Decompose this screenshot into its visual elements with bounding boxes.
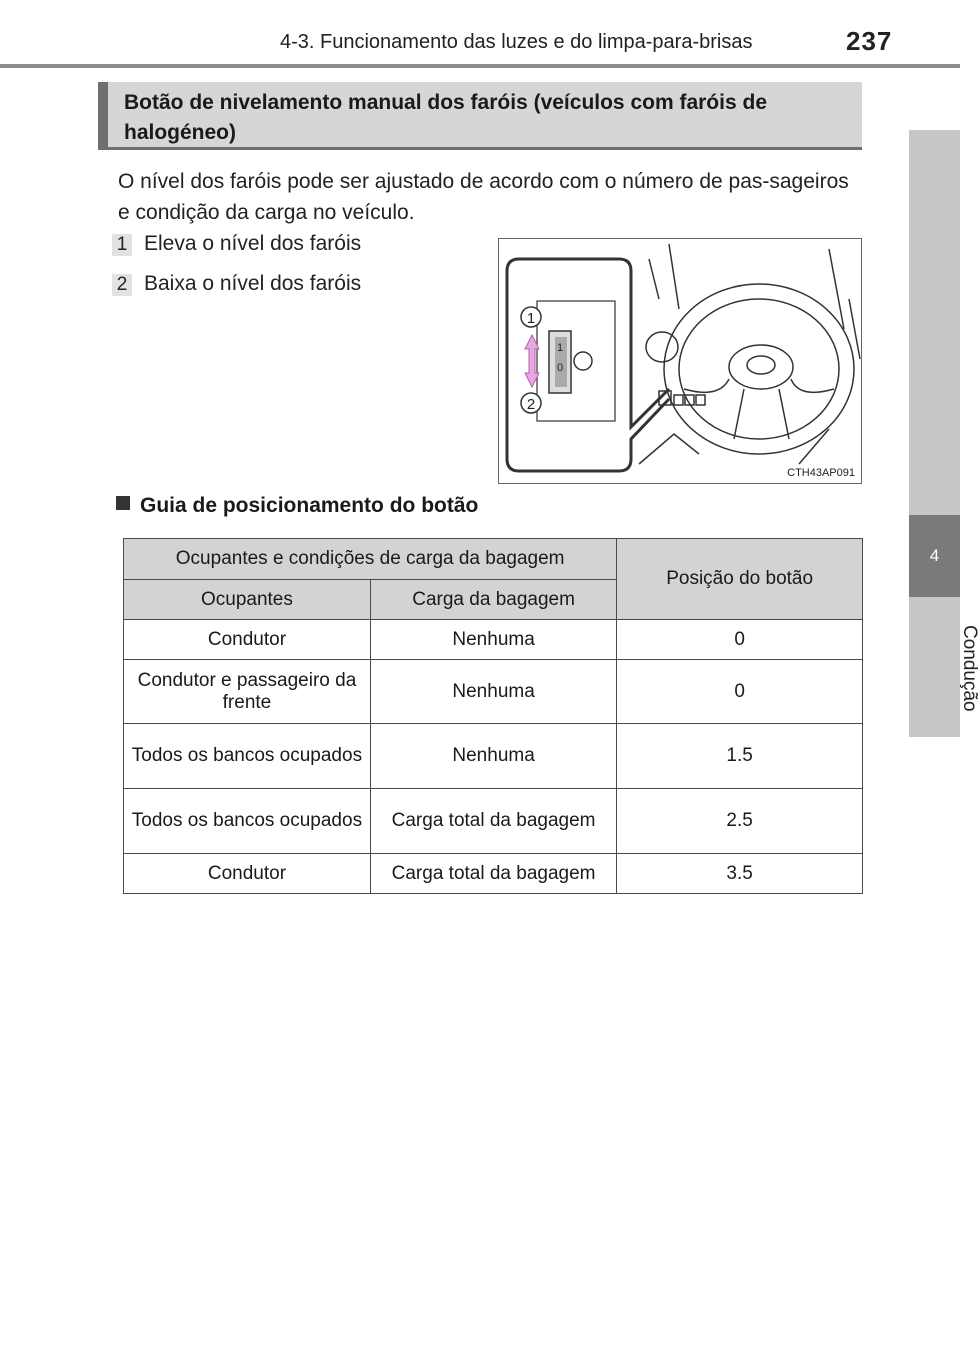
table-row bbox=[124, 854, 863, 894]
chapter-tab[interactable]: 4 bbox=[909, 515, 960, 597]
dial-mark-1: 1 bbox=[556, 342, 564, 354]
headlight-symbol-icon bbox=[574, 352, 592, 370]
page-number: 237 bbox=[846, 26, 893, 56]
section-heading bbox=[98, 82, 862, 150]
dial-mark-0: 0 bbox=[556, 362, 564, 374]
table-header-row bbox=[124, 539, 863, 580]
leveling-guide-table bbox=[123, 538, 863, 894]
square-bullet-icon bbox=[116, 496, 130, 510]
table-row bbox=[124, 724, 863, 789]
dashboard-drawing bbox=[499, 239, 861, 483]
cell-position: 2.5 bbox=[617, 789, 863, 854]
list-item-lower bbox=[112, 272, 361, 296]
guide-heading bbox=[116, 494, 478, 518]
table-row bbox=[124, 620, 863, 660]
cell-occupants: Condutor bbox=[124, 620, 371, 660]
side-strip bbox=[909, 130, 960, 515]
callout-label-1: 1 bbox=[526, 310, 536, 327]
header-title: 4-3. Funcionamento das luzes e do limpa-para-brisas bbox=[280, 31, 753, 53]
callout-label-2: 2 bbox=[526, 396, 536, 413]
chapter-label: Condução bbox=[959, 625, 980, 712]
cell-occupants: Todos os bancos ocupados bbox=[124, 724, 371, 789]
list-item-raise bbox=[112, 232, 361, 256]
cell-position: 1.5 bbox=[617, 724, 863, 789]
table-row bbox=[124, 789, 863, 854]
cell-position: 3.5 bbox=[617, 854, 863, 894]
cell-occupants: Todos os bancos ocupados bbox=[124, 789, 371, 854]
header-position: Posição do botão bbox=[617, 539, 863, 620]
header-occupancy-group: Ocupantes e condições de carga da bagagem bbox=[124, 539, 617, 580]
table-row bbox=[124, 660, 863, 724]
header-divider bbox=[0, 64, 960, 68]
figure-code: CTH43AP091 bbox=[787, 467, 855, 479]
cell-occupants: Condutor bbox=[124, 854, 371, 894]
item-text: Eleva o nível dos faróis bbox=[144, 232, 362, 255]
steering-wheel-outer bbox=[664, 284, 854, 454]
guide-heading-text: Guia de posicionamento do botão bbox=[140, 494, 479, 517]
item-number-badge: 2 bbox=[112, 274, 132, 296]
side-strip-lower bbox=[909, 597, 960, 737]
section-heading-text: Botão de nivelamento manual dos faróis (veículos com faróis de halogéneo) bbox=[124, 91, 767, 144]
header-occupants: Ocupantes bbox=[124, 580, 371, 620]
steering-hub bbox=[729, 345, 793, 389]
headlight-leveling-illustration bbox=[498, 238, 862, 484]
cell-occupants: Condutor e passageiro da frente bbox=[124, 660, 371, 724]
item-text: Baixa o nível dos faróis bbox=[144, 272, 362, 295]
item-number-badge: 1 bbox=[112, 234, 132, 256]
air-vent bbox=[646, 332, 678, 362]
cell-load: Carga total da bagagem bbox=[370, 789, 616, 854]
cell-load: Nenhuma bbox=[370, 724, 616, 789]
header-load: Carga da bagagem bbox=[370, 580, 616, 620]
cell-load: Nenhuma bbox=[370, 620, 616, 660]
intro-paragraph: O nível dos faróis pode ser ajustado de acordo com o número de pas-sageiros e condição da carga no veículo. bbox=[118, 170, 849, 224]
cell-position: 0 bbox=[617, 660, 863, 724]
cell-load: Nenhuma bbox=[370, 660, 616, 724]
cell-position: 0 bbox=[617, 620, 863, 660]
cell-load: Carga total da bagagem bbox=[370, 854, 616, 894]
